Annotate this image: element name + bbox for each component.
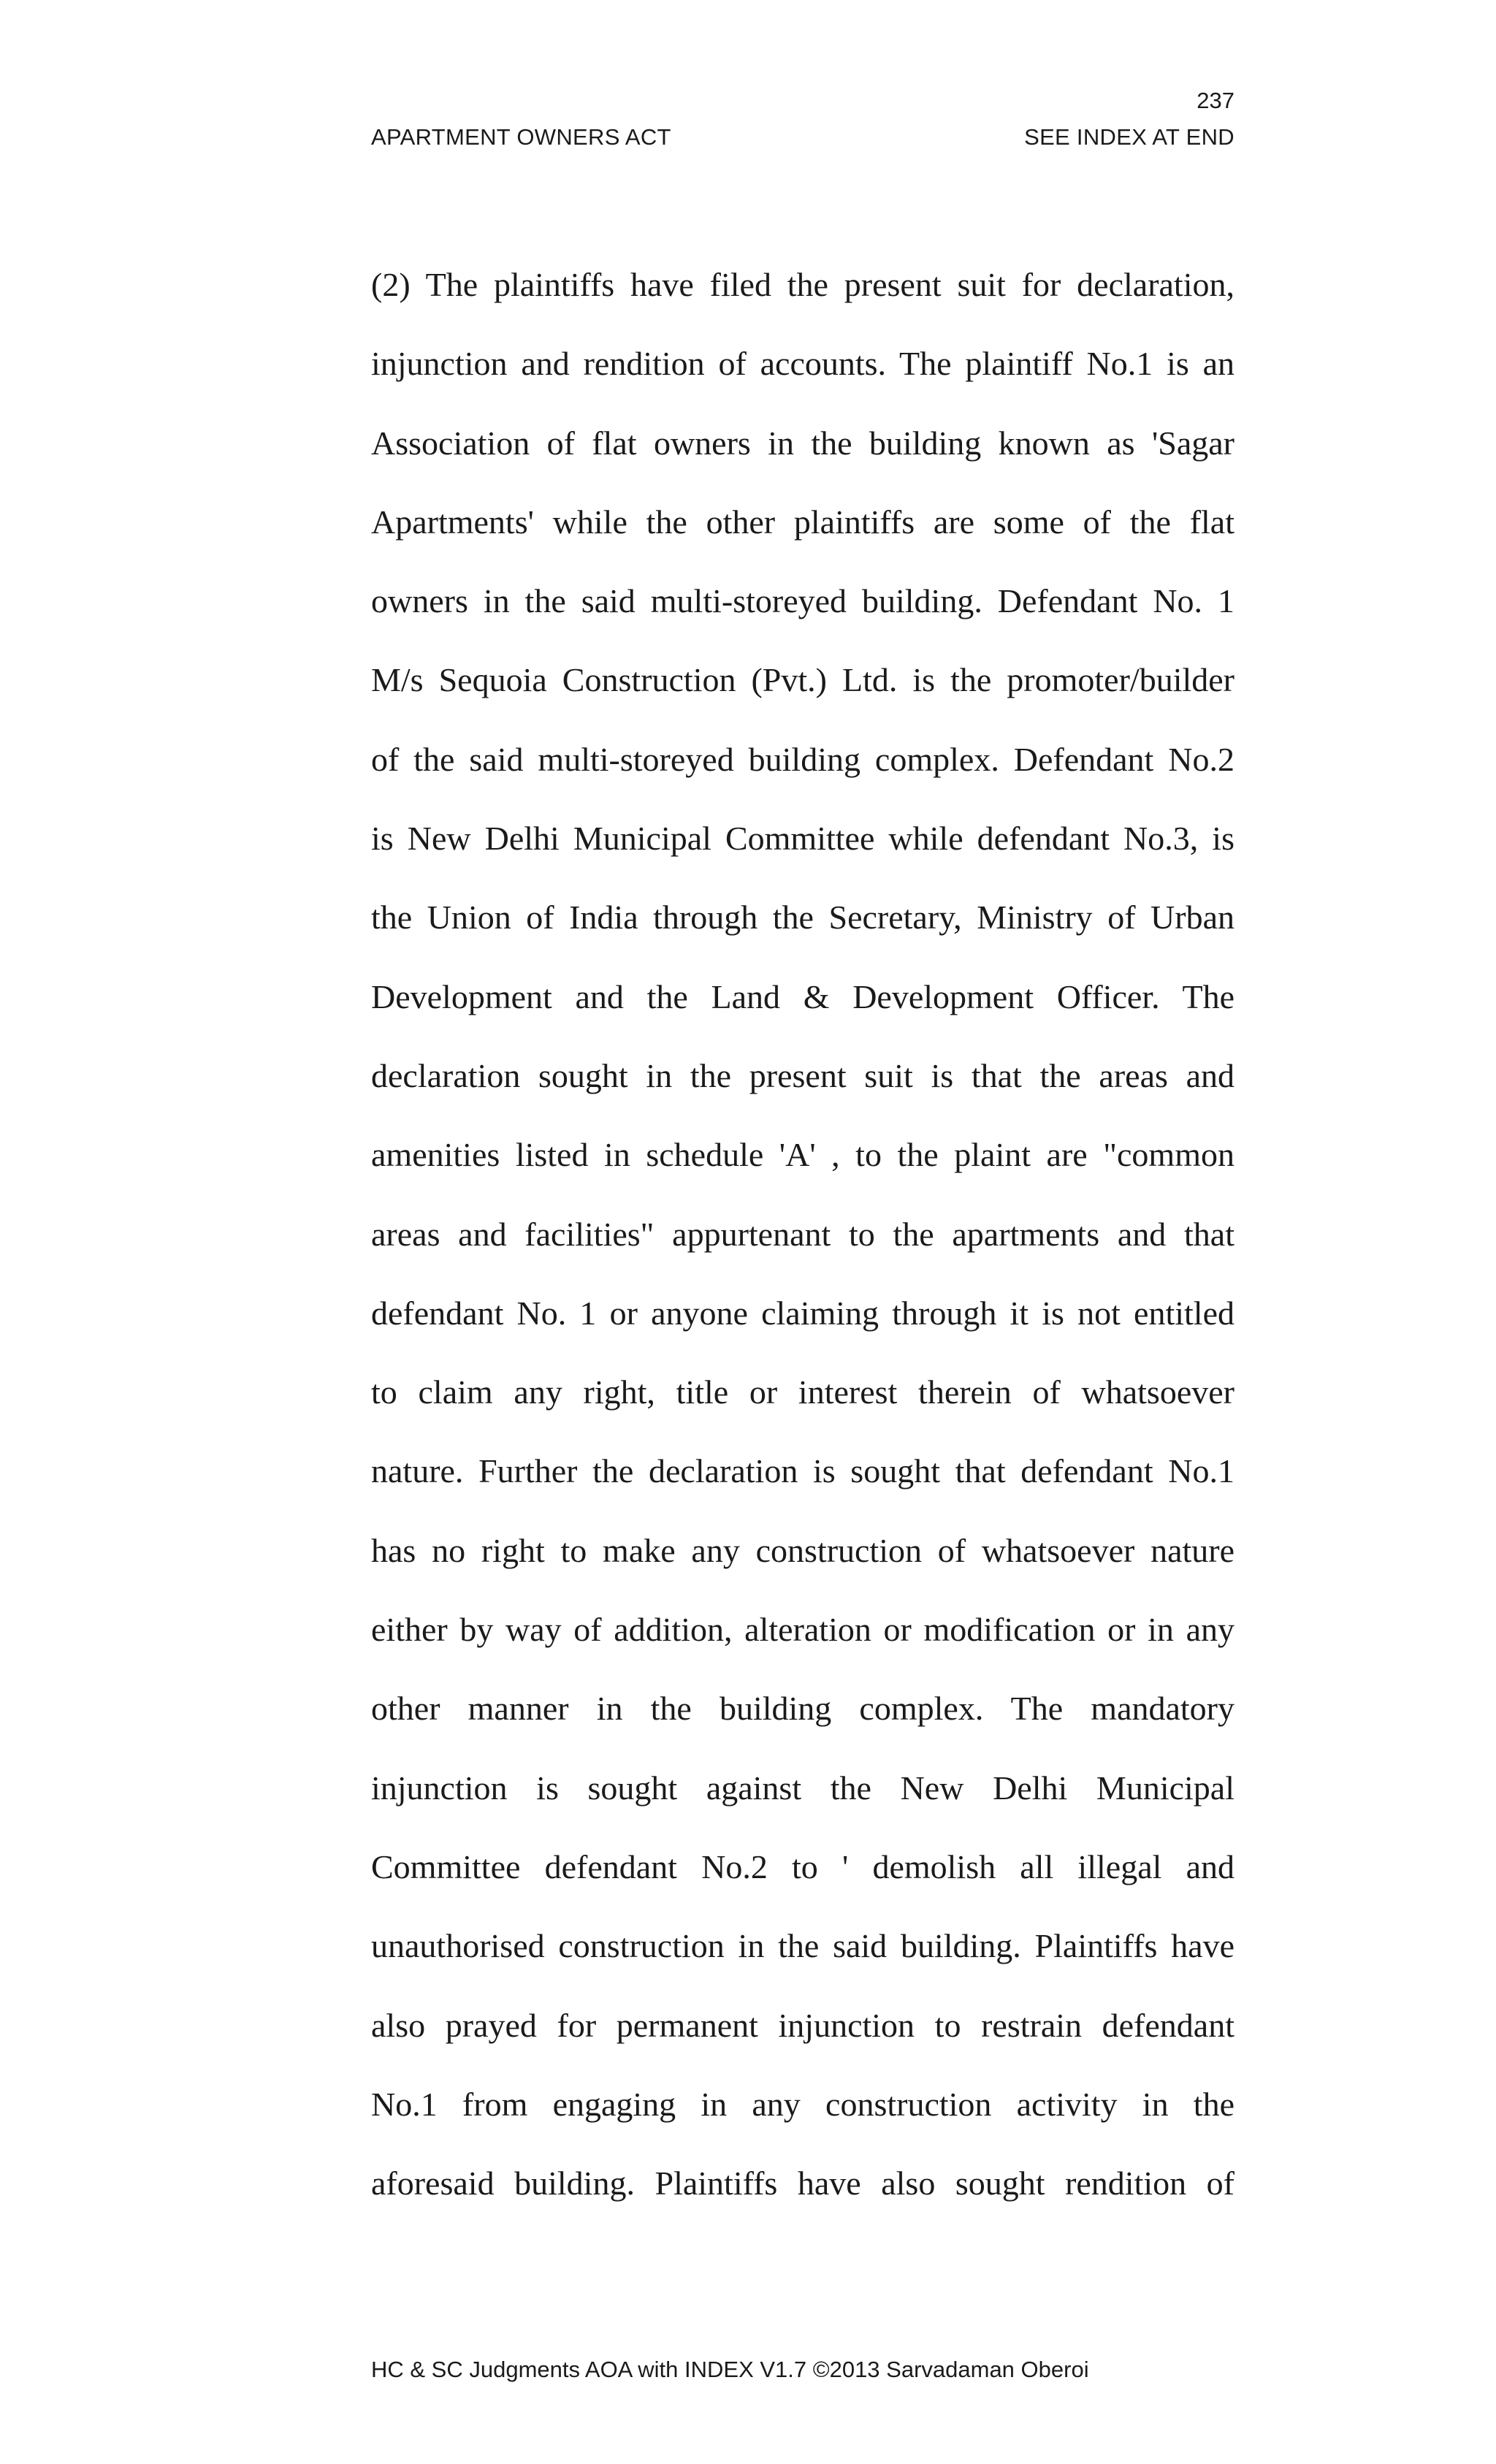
body-line: Association of flat owners in the building known as 'Sagar bbox=[371, 424, 1234, 462]
body-line: owners in the said multi-storeyed building. Defendant No. 1 bbox=[371, 582, 1234, 620]
body-line: also prayed for permanent injunction to restrain defendant bbox=[371, 2006, 1234, 2044]
page-number: 237 bbox=[1197, 88, 1234, 113]
body-line: areas and facilities" appurtenant to the apartments and that bbox=[371, 1215, 1234, 1253]
body-line: is New Delhi Municipal Committee while defendant No.3, is bbox=[371, 820, 1234, 858]
body-line: declaration sought in the present suit is that the areas and bbox=[371, 1056, 1234, 1094]
running-head-title: APARTMENT OWNERS ACT bbox=[371, 124, 671, 150]
body-line: Apartments' while the other plaintiffs are some of the flat bbox=[371, 503, 1234, 541]
body-paragraph bbox=[371, 263, 1234, 2240]
body-line: of the said multi-storeyed building complex. Defendant No.2 bbox=[371, 740, 1234, 778]
body-line: the Union of India through the Secretary, Ministry of Urban bbox=[371, 899, 1234, 937]
body-line: M/s Sequoia Construction (Pvt.) Ltd. is the promoter/builder bbox=[371, 661, 1234, 699]
body-line: No.1 from engaging in any construction activity in the bbox=[371, 2085, 1234, 2123]
body-line: injunction is sought against the New Delhi Municipal bbox=[371, 1769, 1234, 1807]
body-line: (2) The plaintiffs have filed the present suit for declaration, bbox=[371, 266, 1234, 303]
body-line: unauthorised construction in the said building. Plaintiffs have bbox=[371, 1927, 1234, 1965]
running-head-index-note: SEE INDEX AT END bbox=[1024, 124, 1234, 150]
body-line: Development and the Land & Development Officer. The bbox=[371, 977, 1234, 1015]
body-line: nature. Further the declaration is sought that defendant No.1 bbox=[371, 1452, 1234, 1490]
body-line: Committee defendant No.2 to ' demolish all illegal and bbox=[371, 1847, 1234, 1885]
body-line: injunction and rendition of accounts. The plaintiff No.1 is an bbox=[371, 345, 1234, 383]
body-line: has no right to make any construction of whatsoever nature bbox=[371, 1531, 1234, 1569]
body-line: amenities listed in schedule 'A' , to the plaint are "common bbox=[371, 1136, 1234, 1174]
body-line: either by way of addition, alteration or modification or in any bbox=[371, 1611, 1234, 1649]
body-line: defendant No. 1 or anyone claiming through it is not entitled bbox=[371, 1294, 1234, 1332]
page-footer: HC & SC Judgments AOA with INDEX V1.7 ©2013 Sarvadaman Oberoi bbox=[371, 2357, 1089, 2382]
body-line: aforesaid building. Plaintiffs have also sought rendition of bbox=[371, 2164, 1234, 2202]
body-line: other manner in the building complex. The mandatory bbox=[371, 1690, 1234, 1728]
body-line: to claim any right, title or interest therein of whatsoever bbox=[371, 1373, 1234, 1411]
